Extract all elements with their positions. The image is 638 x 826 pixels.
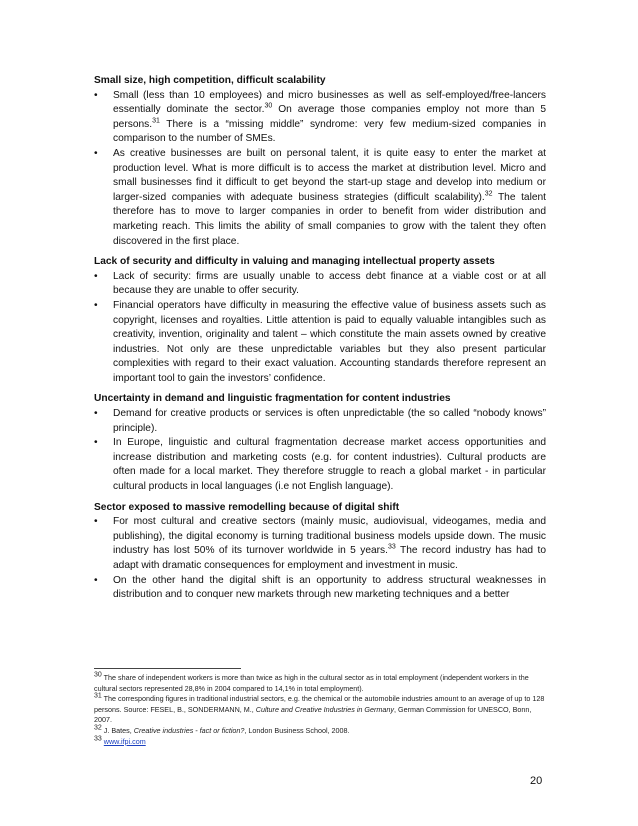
footnote-divider (94, 668, 241, 669)
bullet-icon: • (94, 574, 98, 586)
bullet-item: • Financial operators have difficulty in measuring the effective value of business assets such as copyright, licenses and royalties. Little attention is paid to equally valuable intangibles such as creativity, invention, originality and talent – which constitute the main assets owned by creative industries. Not only are these unpredictable variables but they also present particular complexities with regard to their exact valuation. Accounting standards therefore represent an important tool to gain the investors’ confidence. (94, 299, 546, 384)
bullet-icon: • (94, 408, 98, 420)
footnote: $^{31}$ The corresponding figures in traditional industrial sectors, e.g. the chemical or the automobile industries amount to an average of up to 128 persons. Source: FESEL, B., SONDERMANN, M., Culture and Creative Industries in Germany, German Commission for UNESCO, Bonn, 2007. (94, 692, 545, 725)
bullet-item: • Small (less than 10 employees) and micro businesses as well as self-employed/free-lancers essentially dominate the sector.$^{30}$ On average those companies employ not more than 5 persons.$^{31}$ There is a “missing middle” syndrome: very few medium-sized companies in comparison to the number of SMEs. (94, 89, 546, 145)
bullet-icon: • (94, 299, 98, 311)
footnote: $^{32}$ J. Bates, Creative industries - fact or fiction?, London Business School, 2008. (94, 724, 350, 735)
section (94, 255, 546, 386)
bullet-item: • Lack of security: firms are usually unable to access debt finance at a viable cost or at all because they are unable to offer security. (94, 270, 546, 297)
footnotes (94, 673, 546, 747)
footnote: $^{33}$ www.ifpi.com (94, 735, 146, 746)
section-heading: Lack of security and difficulty in valuing and managing intellectual property assets (94, 256, 495, 268)
page-number: 20 (530, 775, 543, 787)
bullet-icon: • (94, 516, 98, 528)
bullet-item: • As creative businesses are built on personal talent, it is quite easy to enter the market at production level. What is more difficult is to access the market at distribution level. Micro and small businesses find it difficult to get beyond the start-up stage and develop into medium or larger-sized companies with adequate business strategies (difficult scalability).$^{32}$ The talent therefore has to move to larger companies in order to benefit from wider distribution and marketing reach. This limits the ability of small companies to grow with the talent they often discovered in the first place. (94, 147, 546, 247)
bullet-icon: • (94, 89, 98, 101)
document-body (94, 74, 546, 609)
footnote-ref[interactable]: 31 (152, 117, 160, 125)
bullet-icon: • (94, 147, 98, 159)
section (94, 74, 546, 249)
section-heading: Sector exposed to massive remodelling because of digital shift (94, 501, 400, 513)
bullet-icon: • (94, 437, 98, 449)
bullet-item: • For most cultural and creative sectors (mainly music, audiovisual, videogames, media and publishing), the digital economy is turning traditional business models upside down. The music industry has lost 50% of its turnover worldwide in 5 years.$^{33}$ The record industry has had to adapt with dramatic consequences for employment and investment in music. (94, 516, 546, 571)
footnote: $^{30}$ The share of independent workers is more than twice as high in the cultural sector as in total employment (independent workers in the cultural sectors represented 28,8% in 2004 compared to 14,1% in total employment). (94, 671, 529, 693)
section-heading: Small size, high competition, difficult scalability (94, 75, 326, 86)
footnote-link[interactable]: www.ifpi.com (103, 736, 146, 746)
footnote-ref[interactable]: 30 (264, 102, 273, 110)
section (94, 392, 546, 494)
section (94, 501, 546, 603)
bullet-item: • In Europe, linguistic and cultural fragmentation decrease market access opportunities and increase distribution and marketing costs (e.g. for content industries). Cultural products are often made for a local market. They therefore struggle to reach a global market - in particular cultural products in local languages (i.e not English language). (94, 437, 546, 493)
bullet-item: • Demand for creative products or services is often unpredictable (the so called “nobody knows” principle). (94, 408, 546, 434)
section-heading: Uncertainty in demand and linguistic fragmentation for content industries (94, 393, 451, 405)
bullet-icon: • (94, 270, 98, 282)
footnote-ref[interactable]: 32 (484, 190, 493, 198)
footnote-ref[interactable]: 33 (387, 544, 396, 552)
bullet-item: • On the other hand the digital shift is an opportunity to address structural weaknesses in distribution and to conquer new markets through new marketing techniques and a better (94, 574, 546, 601)
